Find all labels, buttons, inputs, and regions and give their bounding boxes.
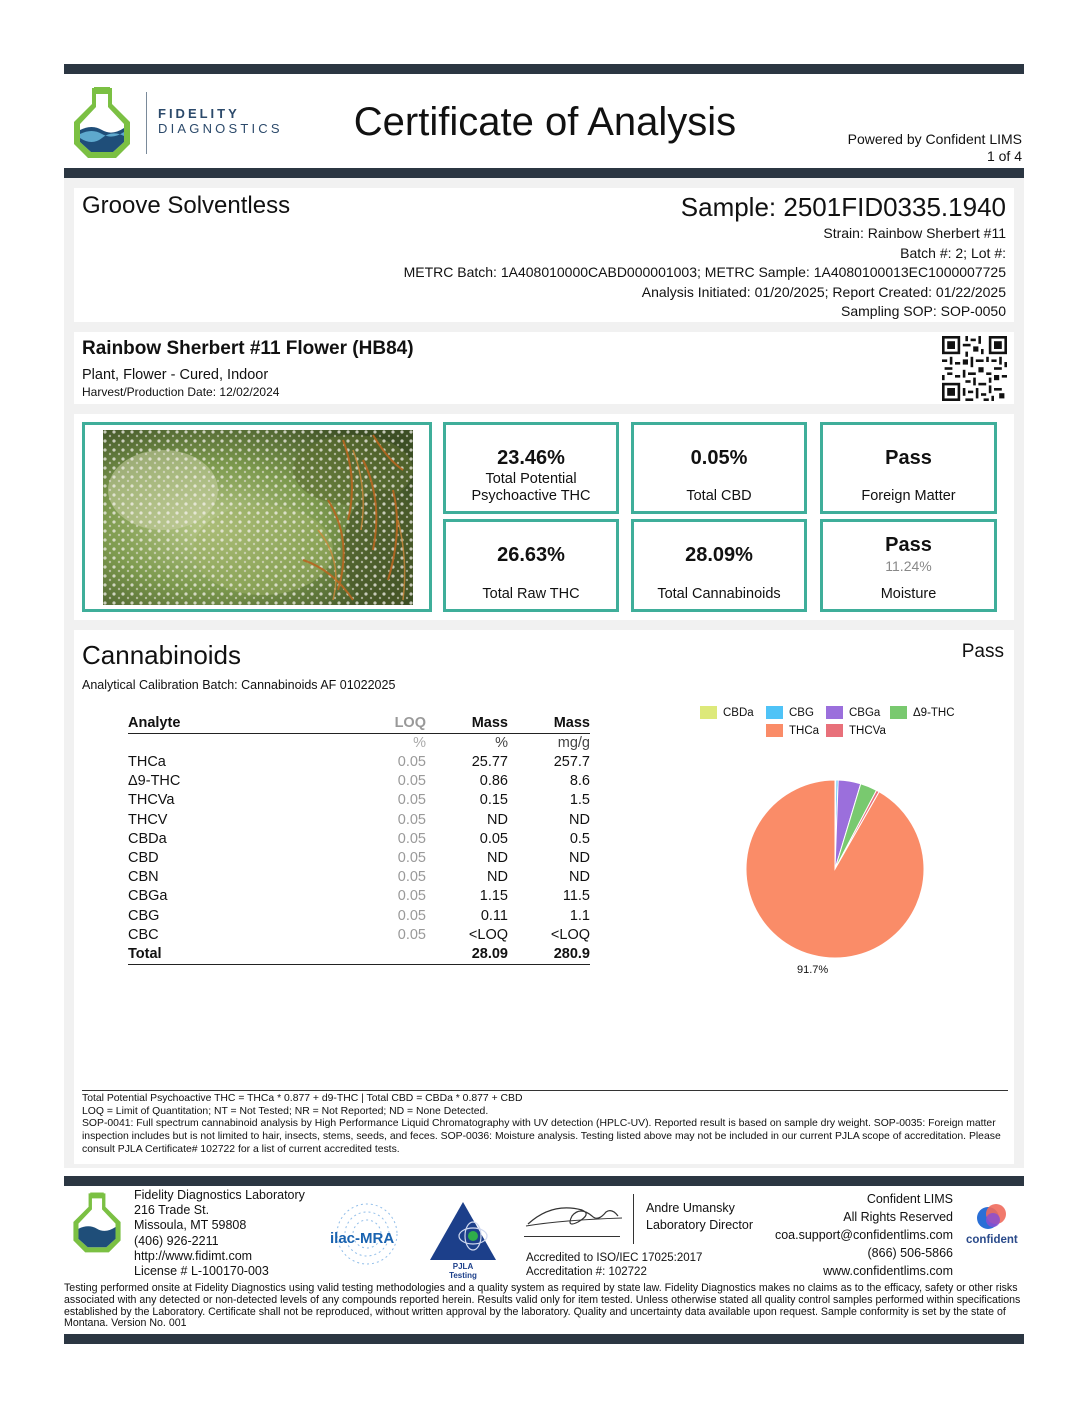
cannabinoid-pie-chart bbox=[740, 774, 930, 964]
lab-phone: (406) 926-2211 bbox=[134, 1233, 219, 1248]
pie-slice-thca bbox=[746, 780, 924, 958]
sample-meta bbox=[404, 224, 1006, 322]
mass-pct-cell: 0.15 bbox=[479, 792, 508, 809]
mass-pct-cell: 25.77 bbox=[471, 754, 508, 771]
legend-item bbox=[700, 706, 754, 719]
legend-swatch bbox=[766, 724, 783, 737]
total-mass-mg-cell: 280.9 bbox=[508, 945, 590, 965]
section-status: Pass bbox=[961, 641, 1004, 662]
table-row bbox=[128, 887, 590, 906]
loq-cell: 0.05 bbox=[397, 792, 426, 809]
sampling-sop: Sampling SOP: SOP-0050 bbox=[841, 303, 1006, 319]
confident-name: Confident LIMS bbox=[866, 1192, 953, 1206]
confident-website: www.confidentlims.com bbox=[823, 1264, 953, 1278]
footnote-abbreviations: LOQ = Limit of Quantitation; NT = Not Tested; NR = Not Reported; ND = None Detected. bbox=[82, 1105, 489, 1117]
calibration-batch: Analytical Calibration Batch: Cannabinoids AF 01022025 bbox=[82, 678, 396, 692]
sample-id: Sample: 2501FID0335.1940 bbox=[680, 192, 1006, 222]
mass-mg-cell: 1.1 bbox=[569, 907, 590, 924]
confident-rights: All Rights Reserved bbox=[843, 1210, 953, 1224]
units-row bbox=[128, 734, 590, 754]
powered-by-text: Powered by Confident LIMS bbox=[847, 131, 1022, 147]
legend-item bbox=[766, 706, 814, 719]
mass-mg-cell: ND bbox=[569, 869, 590, 886]
analyte-cell: THCVa bbox=[128, 792, 175, 809]
pjla-name: PJLA bbox=[452, 1262, 474, 1271]
moisture-value: Pass bbox=[885, 534, 932, 556]
lab-info bbox=[134, 1188, 305, 1279]
analyte-cell: CBN bbox=[128, 869, 159, 886]
table-row bbox=[128, 907, 590, 926]
units-loq: % bbox=[413, 735, 426, 751]
total-cbd-label: Total CBD bbox=[686, 488, 752, 504]
table-row bbox=[128, 753, 590, 772]
mass-pct-cell: 1.15 bbox=[479, 888, 508, 905]
loq-cell: 0.05 bbox=[397, 811, 426, 828]
cannabinoids-table bbox=[128, 714, 590, 965]
disclaimer: Testing performed onsite at Fidelity Diagnostics using valid testing methodologies and a quality system as required by state law. Fidelity Diagnostics makes no claims as to the efficacy, safety or other risks associated with any detected or non-detected levels of any compounds reported herein. Results valid only for item tested. Unless otherwise stated all quality control samples performed within specifications established by the Laboratory. Certificate shall not be reproduced, without written approval by the laboratory. Quality and uncertainty data available upon request. Sample conformity is set by the state of Montana. Version No. 001 bbox=[64, 1282, 1021, 1330]
loq-cell: 0.05 bbox=[397, 869, 426, 886]
total-raw-thc-label: Total Raw THC bbox=[482, 586, 580, 602]
product-photo bbox=[103, 430, 413, 605]
legend-swatch bbox=[826, 706, 843, 719]
analysis-dates: Analysis Initiated: 01/20/2025; Report Created: 01/22/2025 bbox=[641, 283, 1006, 300]
analyte-cell: CBD bbox=[128, 850, 159, 867]
loq-cell: 0.05 bbox=[397, 773, 426, 790]
strain: Strain: Rainbow Sherbert #11 bbox=[823, 225, 1006, 241]
legend-label: CBDa bbox=[723, 706, 754, 719]
legend-label: THCVa bbox=[849, 724, 886, 737]
document-title: Certificate of Analysis bbox=[353, 100, 737, 144]
legend-item bbox=[826, 706, 880, 719]
confident-phone: (866) 506-5866 bbox=[867, 1246, 953, 1260]
top-bar bbox=[64, 64, 1024, 74]
foreign-matter-label: Foreign Matter bbox=[861, 488, 956, 504]
tile-total-cbd bbox=[631, 422, 807, 514]
lab-name: Fidelity Diagnostics Laboratory bbox=[134, 1188, 305, 1202]
total-loq-cell bbox=[318, 945, 426, 965]
analyte-cell: CBC bbox=[128, 926, 159, 943]
analyte-cell: THCa bbox=[128, 754, 166, 771]
col-mass-mg: Mass bbox=[508, 714, 590, 734]
tile-foreign-matter bbox=[820, 422, 997, 514]
table-row bbox=[128, 849, 590, 868]
analyte-cell: CBDa bbox=[128, 830, 167, 847]
legend-item bbox=[826, 724, 886, 737]
analyte-cell: Δ9-THC bbox=[128, 773, 181, 790]
analyte-cell: THCV bbox=[128, 811, 168, 828]
total-raw-thc-value: 26.63% bbox=[497, 544, 565, 566]
confident-logo-icon bbox=[976, 1202, 1008, 1232]
units-analyte bbox=[128, 734, 318, 754]
mass-pct-cell: 0.86 bbox=[479, 773, 508, 790]
accreditation-number: Accreditation #: 102722 bbox=[526, 1266, 647, 1278]
signature-divider bbox=[633, 1194, 634, 1244]
mass-pct-cell: 0.05 bbox=[479, 830, 508, 847]
lab-license: License # L-100170-003 bbox=[134, 1264, 269, 1279]
legend-label: CBG bbox=[789, 706, 814, 719]
foreign-matter-value: Pass bbox=[885, 447, 932, 469]
director-signature bbox=[522, 1196, 632, 1236]
logo-divider bbox=[146, 92, 147, 154]
mass-mg-cell: ND bbox=[569, 811, 590, 828]
tile-total-raw-thc bbox=[443, 519, 619, 612]
header-bottom-bar bbox=[64, 168, 1024, 178]
mass-pct-cell: ND bbox=[487, 850, 508, 867]
signatory-role: Laboratory Director bbox=[646, 1218, 753, 1232]
mass-pct-cell: 0.11 bbox=[480, 907, 508, 924]
mass-pct-cell: ND bbox=[487, 869, 508, 886]
signatory-name: Andre Umansky bbox=[646, 1201, 735, 1215]
bottom-bar bbox=[64, 1334, 1024, 1344]
mass-pct-cell: <LOQ bbox=[468, 926, 508, 943]
tile-total-thc bbox=[443, 422, 619, 514]
total-analyte-cell: Total bbox=[128, 945, 318, 965]
total-cannabinoids-value: 28.09% bbox=[685, 544, 753, 566]
signature-line bbox=[524, 1236, 620, 1237]
mass-mg-cell: 0.5 bbox=[569, 830, 590, 847]
brand-line1: FIDELITY bbox=[158, 106, 240, 121]
total-cbd-value: 0.05% bbox=[690, 447, 748, 469]
lab-website: http://www.fidimt.com bbox=[134, 1248, 253, 1263]
loq-cell: 0.05 bbox=[397, 754, 426, 771]
moisture-percent: 11.24% bbox=[885, 558, 932, 574]
legend-item bbox=[890, 706, 955, 719]
table-row bbox=[128, 811, 590, 830]
total-thc-value: 23.46% bbox=[497, 447, 565, 469]
table-row bbox=[128, 791, 590, 810]
mass-mg-cell: 1.5 bbox=[569, 792, 590, 809]
tile-total-cannabinoids bbox=[631, 519, 807, 612]
loq-cell: 0.05 bbox=[397, 888, 426, 905]
table-header-row bbox=[128, 714, 590, 734]
metrc-info: METRC Batch: 1A408010000CABD000001003; METRC Sample: 1A4080100013EC1000007725 bbox=[403, 264, 1006, 280]
page-number: 1 of 4 bbox=[986, 148, 1022, 164]
table-row bbox=[128, 830, 590, 849]
legend-item bbox=[766, 724, 819, 737]
mass-mg-cell: 11.5 bbox=[562, 888, 590, 905]
total-cannabinoids-label: Total Cannabinoids bbox=[657, 586, 781, 602]
total-mass-pct-cell: 28.09 bbox=[426, 945, 508, 965]
signatory bbox=[646, 1200, 753, 1234]
footer-top-bar bbox=[64, 1176, 1024, 1186]
flask-logo-icon bbox=[70, 84, 134, 160]
total-thc-label bbox=[446, 471, 616, 505]
lab-city: Missoula, MT 59808 bbox=[134, 1218, 247, 1233]
loq-cell: 0.05 bbox=[397, 850, 426, 867]
loq-cell: 0.05 bbox=[397, 907, 426, 924]
ilac-mra-text: ilac-MRA bbox=[330, 1230, 395, 1247]
col-mass-pct: Mass bbox=[426, 714, 508, 734]
legend-label: Δ9-THC bbox=[913, 706, 955, 719]
mass-mg-cell: 8.6 bbox=[569, 773, 590, 790]
loq-cell: 0.05 bbox=[397, 830, 426, 847]
footnote-formula: Total Potential Psychoactive THC = THCa * 0.877 + d9-THC | Total CBD = CBDa * 0.877 + CBD bbox=[82, 1093, 523, 1104]
confident-info bbox=[775, 1190, 953, 1280]
client-name: Groove Solventless bbox=[82, 192, 291, 219]
legend-swatch bbox=[826, 724, 843, 737]
pjla-logo-icon bbox=[428, 1200, 498, 1262]
total-thc-label-line2: Psychoactive THC bbox=[471, 488, 591, 504]
total-thc-label-line1: Total Potential bbox=[485, 471, 577, 487]
iso-accreditation: Accredited to ISO/IEC 17025:2017 bbox=[526, 1252, 703, 1264]
total-row bbox=[128, 945, 590, 965]
section-title: Cannabinoids bbox=[82, 640, 242, 670]
units-mass-pct: % bbox=[495, 735, 508, 751]
mass-mg-cell: <LOQ bbox=[550, 926, 590, 943]
pjla-testing: Testing bbox=[449, 1271, 477, 1280]
qr-code-icon bbox=[942, 336, 1007, 401]
product-name: Rainbow Sherbert #11 Flower (HB84) bbox=[82, 338, 414, 359]
legend-label: CBGa bbox=[849, 706, 881, 719]
table-row bbox=[128, 868, 590, 887]
moisture-label: Moisture bbox=[880, 586, 937, 602]
col-loq: LOQ bbox=[318, 714, 426, 734]
mass-mg-cell: 257.7 bbox=[553, 754, 590, 771]
table-row bbox=[128, 772, 590, 791]
tile-moisture bbox=[820, 519, 997, 612]
mass-mg-cell: ND bbox=[569, 850, 590, 867]
units-mass-mg: mg/g bbox=[557, 735, 590, 751]
lab-street: 216 Trade St. bbox=[134, 1203, 210, 1218]
legend-label: THCa bbox=[789, 724, 820, 737]
powered-by bbox=[848, 131, 1022, 165]
brand-line2: DIAGNOSTICS bbox=[158, 121, 283, 136]
legend-swatch bbox=[700, 706, 717, 719]
footnotes bbox=[82, 1090, 1008, 1157]
pie-slice-label: 91.7% bbox=[797, 964, 829, 976]
legend-swatch bbox=[766, 706, 783, 719]
product-type: Plant, Flower - Cured, Indoor bbox=[82, 367, 269, 383]
col-analyte: Analyte bbox=[128, 714, 318, 734]
legend-swatch bbox=[890, 706, 907, 719]
loq-cell: 0.05 bbox=[397, 926, 426, 943]
mass-pct-cell: ND bbox=[487, 811, 508, 828]
analyte-cell: CBGa bbox=[128, 888, 168, 905]
confident-email: coa.support@confidentlims.com bbox=[774, 1228, 953, 1242]
confident-wordmark: confident bbox=[966, 1234, 1018, 1246]
pjla-text bbox=[428, 1262, 498, 1280]
flask-logo-small-icon bbox=[70, 1190, 124, 1254]
harvest-date: Harvest/Production Date: 12/02/2024 bbox=[82, 385, 280, 399]
batch-lot: Batch #: 2; Lot #: bbox=[900, 244, 1006, 261]
analyte-cell: CBG bbox=[128, 907, 160, 924]
footnote-methods: SOP-0041: Full spectrum cannabinoid analysis by High Performance Liquid Chromatography with UV detection (HPLC-UV). Reported result is based on sample dry weight. SOP-0035: Foreign matter inspection includes but is not limited to hair, insects, stems, seeds, and feces. SOP-0036: Moisture analysis. Testing listed above may not be included in our current PJLA scope of accreditation. Please consult PJLA Certificate# 102722 for a list of current accredited tests. bbox=[82, 1118, 1001, 1155]
brand-wordmark bbox=[158, 106, 283, 136]
accreditation-info bbox=[526, 1251, 702, 1279]
table-row bbox=[128, 926, 590, 945]
